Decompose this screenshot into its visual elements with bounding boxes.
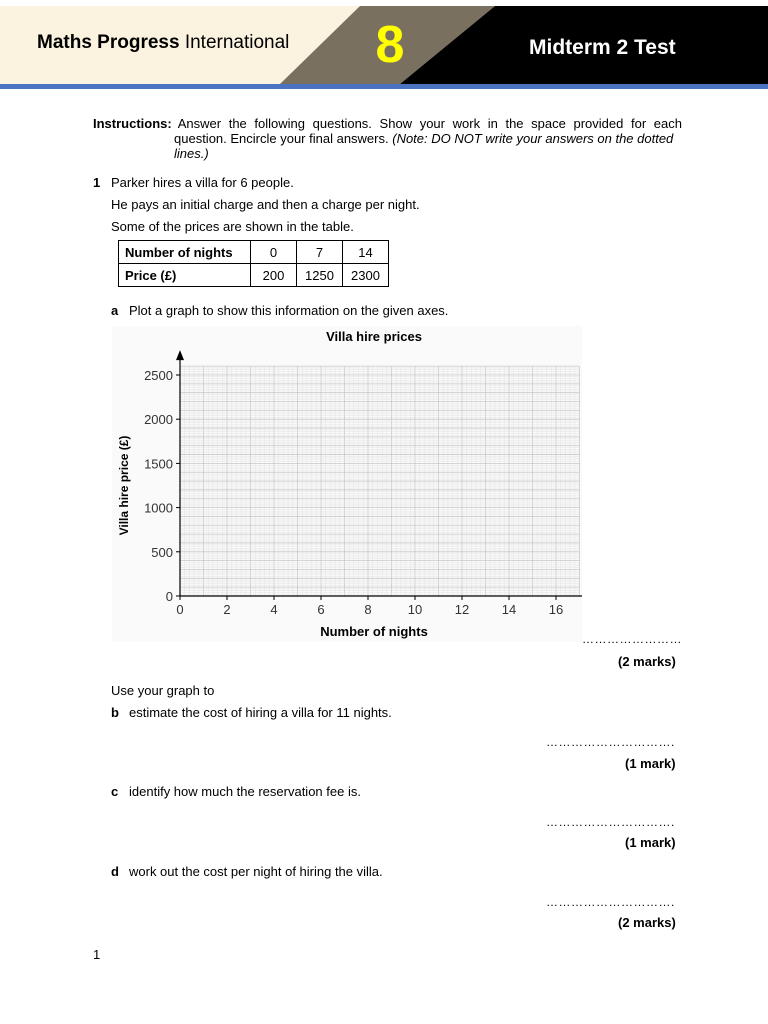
part-b-letter: b (111, 705, 119, 720)
y-axis-arrow (176, 350, 184, 360)
chart-title: Villa hire prices (326, 329, 422, 344)
part-a-text: Plot a graph to show this information on the given axes. (129, 303, 449, 318)
chart-svg[interactable] (112, 326, 582, 642)
page-number: 1 (93, 947, 101, 962)
x-tick-label: 6 (317, 602, 325, 617)
part-d-text: work out the cost per night of hiring the villa. (129, 864, 383, 879)
table-header-nights: Number of nights (119, 241, 251, 264)
marks-d: (2 marks) (618, 915, 676, 930)
table-cell: 7 (297, 241, 343, 264)
header-blue-bar (0, 84, 768, 89)
y-axis-label: Villa hire price (£) (117, 435, 131, 536)
y-tick-label: 1500 (144, 456, 173, 472)
header-level-number: 8 (375, 16, 405, 74)
answer-line-b[interactable]: …………………………. (546, 735, 675, 749)
part-b-text: estimate the cost of hiring a villa for 11 nights. (129, 705, 392, 720)
question-intro-3: Some of the prices are shown in the table. (111, 219, 354, 234)
question-number: 1 (93, 175, 101, 190)
question-intro-1: Parker hires a villa for 6 people. (111, 175, 294, 190)
question-intro-2: He pays an initial charge and then a charge per night. (111, 197, 420, 212)
price-table (118, 240, 389, 287)
part-d-letter: d (111, 864, 119, 879)
header-test-name: Midterm 2 Test (529, 36, 676, 59)
y-tick-label: 0 (165, 589, 173, 604)
y-tick-label: 500 (151, 544, 173, 560)
use-graph-text: Use your graph to (111, 683, 215, 698)
answer-line-c[interactable]: …………………………. (546, 815, 675, 829)
instructions-note: (Note: DO NOT write your answers on the dotted lines.) (174, 131, 674, 161)
table-row-price (119, 264, 389, 287)
x-tick-label: 2 (223, 602, 231, 617)
x-tick-label: 0 (176, 602, 184, 617)
marks-b: (1 mark) (625, 756, 676, 771)
table-cell: 2300 (343, 264, 389, 287)
marks-a: (2 marks) (618, 654, 676, 669)
part-c-text: identify how much the reservation fee is. (129, 784, 361, 799)
instructions-line1: Answer the following questions. Show your work in the space provided for each (177, 116, 682, 131)
x-tick-label: 10 (407, 602, 423, 617)
table-cell: 14 (343, 241, 389, 264)
part-a-letter: a (111, 303, 119, 318)
table-header-price: Price (£) (119, 264, 251, 287)
y-tick-label: 2500 (144, 368, 173, 383)
x-tick-label: 8 (364, 602, 372, 617)
y-tick-label: 2000 (144, 412, 173, 428)
table-cell: 0 (251, 241, 297, 264)
x-tick-label: 16 (548, 602, 564, 617)
marks-c: (1 mark) (625, 835, 676, 850)
y-tick-label: 1000 (144, 500, 173, 516)
x-tick-label: 12 (454, 602, 470, 617)
table-cell: 200 (251, 264, 297, 287)
answer-line-a[interactable]: …………………… (582, 632, 682, 646)
chart-area (112, 326, 582, 642)
part-c-letter: c (111, 784, 119, 799)
instructions-line2: question. Encircle your final answers. (Note: DO NOT write your answers on the dotted lines.) (174, 131, 674, 161)
x-tick-label: 14 (501, 602, 517, 617)
instructions (93, 116, 682, 161)
x-tick-label: 4 (270, 602, 278, 617)
instructions-label: Instructions: (93, 116, 172, 131)
header-banner (0, 6, 768, 84)
header-title: Maths Progress International (37, 32, 290, 53)
answer-line-d[interactable]: …………………………. (546, 895, 675, 909)
table-cell: 1250 (297, 264, 343, 287)
table-row-nights (119, 241, 389, 264)
x-axis-label: Number of nights (320, 624, 428, 639)
